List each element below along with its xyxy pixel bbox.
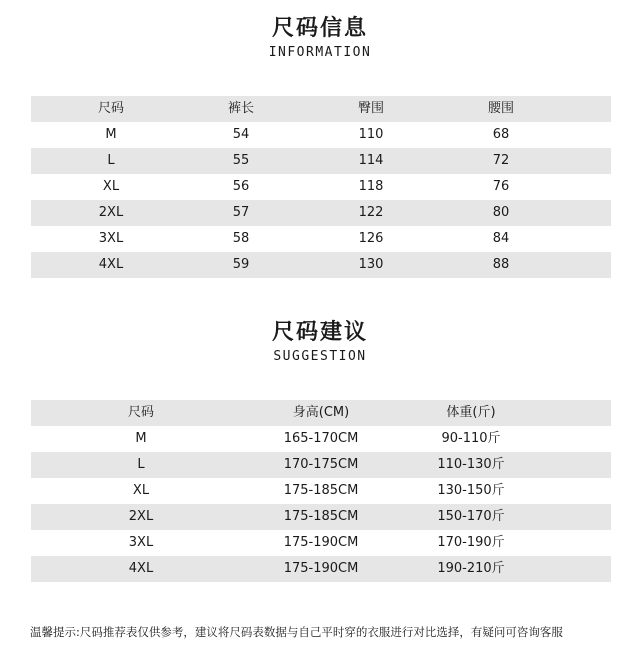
table-cell: M — [105, 127, 117, 142]
table-cell: 126 — [358, 231, 384, 246]
table-cell: 130 — [358, 257, 384, 272]
table-cell: 118 — [358, 179, 384, 194]
footer-tip-note: 温馨提示:尺码推荐表仅供参考，建议将尺码表数据与自己平时穿的衣服进行对比选择，有疑问可咨询客服 — [30, 625, 563, 639]
table-cell: 88 — [492, 257, 510, 272]
table-cell: 122 — [358, 205, 384, 220]
table-cell: M — [135, 431, 147, 446]
header-cell: 裤长 — [227, 101, 254, 116]
table-row — [31, 200, 611, 226]
table-row — [31, 226, 611, 252]
table-row — [31, 148, 611, 174]
info-section-title: 尺码信息 — [271, 16, 368, 41]
table-row — [31, 504, 611, 530]
table-row — [31, 122, 611, 148]
header-cell: 身高(CM) — [292, 405, 350, 420]
table-cell: L — [137, 457, 145, 472]
table-cell: 150-170斤 — [437, 509, 505, 524]
table-row — [31, 478, 611, 504]
table-cell: XL — [102, 179, 120, 194]
table-row — [31, 426, 611, 452]
table-cell: 72 — [492, 153, 510, 168]
table-cell: 56 — [232, 179, 250, 194]
header-cell: 尺码 — [97, 101, 124, 116]
table-row — [31, 252, 611, 278]
table-cell: 55 — [232, 153, 250, 168]
table-row — [31, 556, 611, 582]
table-cell: XL — [132, 483, 150, 498]
suggestion-section-title: 尺码建议 — [271, 320, 368, 345]
table-row — [31, 452, 611, 478]
header-cell: 臀围 — [357, 101, 384, 116]
table-cell: 175-190CM — [283, 535, 359, 550]
table-cell: 90-110斤 — [441, 431, 501, 446]
header-cell: 尺码 — [127, 405, 154, 420]
table-cell: 175-185CM — [283, 483, 359, 498]
table-cell: 4XL — [128, 561, 154, 576]
table-cell: 76 — [492, 179, 510, 194]
table-header-row — [31, 96, 611, 122]
table-header-row — [31, 400, 611, 426]
table-cell: 170-175CM — [283, 457, 359, 472]
table-cell: 110 — [358, 127, 384, 142]
table-cell: L — [107, 153, 115, 168]
table-cell: 3XL — [98, 231, 124, 246]
table-cell: 130-150斤 — [437, 483, 505, 498]
table-cell: 3XL — [128, 535, 154, 550]
table-row — [31, 174, 611, 200]
table-cell: 175-185CM — [283, 509, 359, 524]
table-cell: 190-210斤 — [437, 561, 505, 576]
table-cell: 54 — [232, 127, 250, 142]
table-cell: 114 — [358, 153, 384, 168]
table-cell: 170-190斤 — [437, 535, 505, 550]
table-cell: 68 — [492, 127, 510, 142]
header-cell: 体重(斤) — [446, 405, 496, 420]
table-cell: 80 — [492, 205, 510, 220]
table-cell: 84 — [492, 231, 510, 246]
suggestion-section-subtitle: SUGGESTION — [273, 349, 367, 364]
table-cell: 175-190CM — [283, 561, 359, 576]
table-cell: 58 — [232, 231, 250, 246]
table-cell: 59 — [232, 257, 250, 272]
header-cell: 腰围 — [487, 101, 514, 116]
info-section-subtitle: INFORMATION — [268, 45, 372, 60]
table-cell: 4XL — [98, 257, 124, 272]
table-cell: 2XL — [98, 205, 124, 220]
table-cell: 165-170CM — [283, 431, 359, 446]
table-row — [31, 530, 611, 556]
table-cell: 2XL — [128, 509, 154, 524]
table-cell: 110-130斤 — [437, 457, 505, 472]
table-cell: 57 — [232, 205, 250, 220]
